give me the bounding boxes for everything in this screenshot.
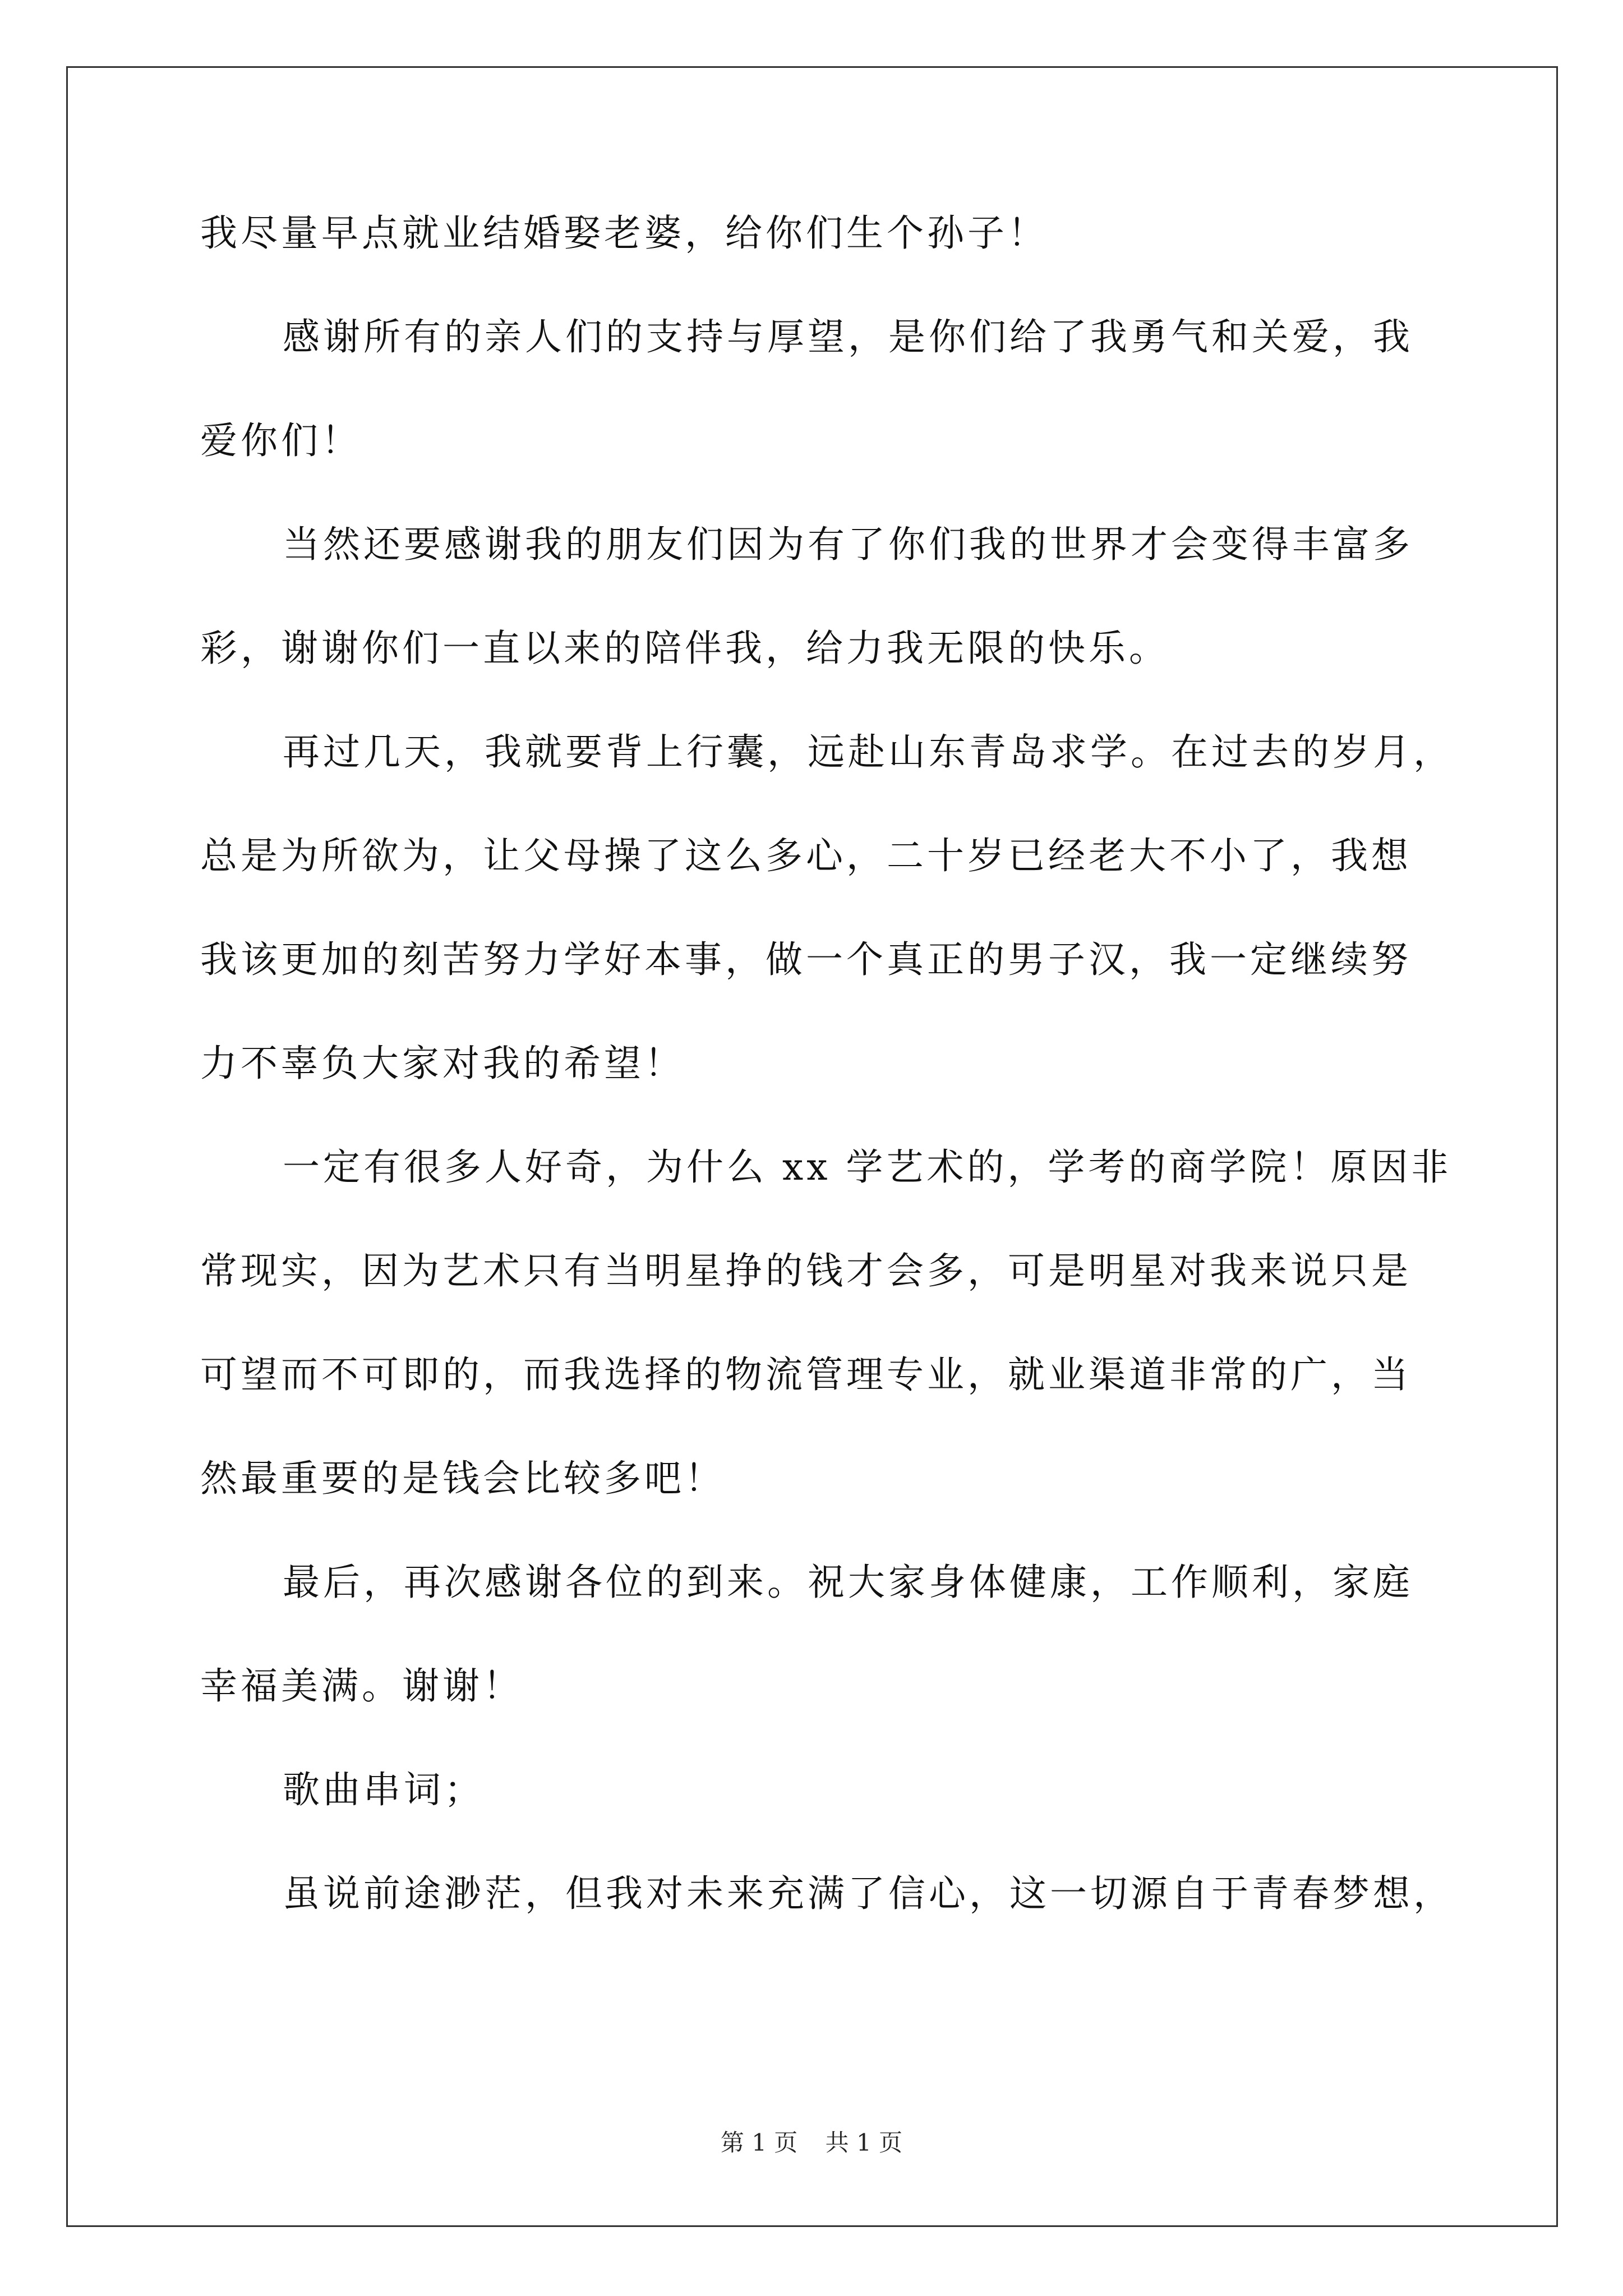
text-line: 当然还要感谢我的朋友们因为有了你们我的世界才会变得丰富多 [283,523,1413,566]
text-line: 力不辜负大家对我的希望！ [200,1042,685,1085]
text-line: 再过几天，我就要背上行囊，远赴山东青岛求学。在过去的岁月， [283,730,1454,774]
text-line: 歌曲串词； [283,1768,485,1811]
text-line: 虽说前途渺茫，但我对未来充满了信心，这一切源自于青春梦想， [283,1872,1454,1915]
text-line: 最后，再次感谢各位的到来。祝大家身体健康，工作顺利，家庭 [283,1561,1413,1604]
text-line: 我尽量早点就业结婚娶老婆，给你们生个孙子！ [200,211,1048,255]
text-line: 幸福美满。谢谢！ [200,1664,523,1708]
text-line: 然最重要的是钱会比较多吧！ [200,1457,725,1500]
text-line: 感谢所有的亲人们的支持与厚望，是你们给了我勇气和关爱，我 [283,315,1413,358]
page-number-current: 第 1 页 [720,2129,798,2156]
text-line: 常现实，因为艺术只有当明星挣的钱才会多，可是明星对我来说只是 [200,1249,1412,1292]
text-line: 总是为所欲为，让父母操了这么多心，二十岁已经老大不小了，我想 [200,834,1412,877]
page-number-total: 共 1 页 [825,2129,903,2156]
text-line: 爱你们！ [200,419,362,462]
text-line: 彩，谢谢你们一直以来的陪伴我，给力我无限的快乐。 [200,627,1169,670]
text-line: 可望而不可即的，而我选择的物流管理专业，就业渠道非常的广，当 [200,1353,1412,1396]
text-line: 我该更加的刻苦努力学好本事，做一个真正的男子汉，我一定继续努 [200,938,1412,981]
page-footer [0,2129,1623,2157]
text-line: 一定有很多人好奇，为什么 xx 学艺术的，学考的商学院！原因非 [283,1145,1452,1189]
